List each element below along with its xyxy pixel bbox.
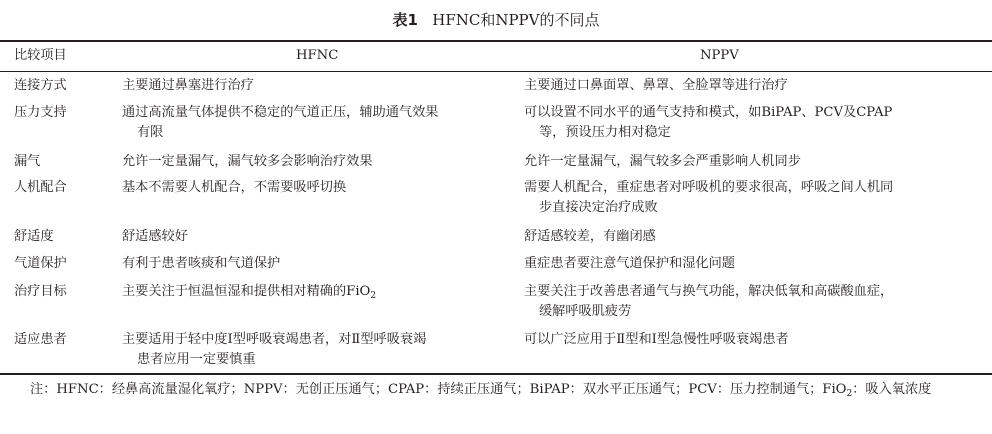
- row-hfnc: 主要关注于恒温恒湿和提供相对精确的FiO: [122, 284, 371, 299]
- footnote-text: 注：HFNC：经鼻高流量湿化氧疗；NPPV：无创正压通气；CPAP：持续正压通气；BiPAP：双水平正压通气；PCV：压力控制通气；FiO: [30, 382, 847, 397]
- top-rule: [0, 40, 992, 42]
- table-title: [0, 10, 992, 30]
- row-nppv: 需要人机配合，重症患者对呼吸机的要求很高，呼吸之间人机同: [524, 180, 894, 195]
- row-item: 连接方式: [14, 78, 67, 93]
- row-hfnc-cont: 患者应用一定要慎重: [137, 352, 256, 367]
- row-nppv-cont: 等，预设压力相对稳定: [539, 125, 671, 140]
- footnote-text-end: ：吸入氧浓度: [852, 382, 932, 397]
- row-hfnc: 通过高流量气体提供不稳定的气道正压，辅助通气效果: [122, 105, 439, 120]
- row-hfnc: 舒适感较好: [122, 229, 188, 244]
- row-item: 压力支持: [14, 105, 67, 120]
- row-nppv: 主要通过口鼻面罩、鼻罩、全脸罩等进行治疗: [524, 78, 788, 93]
- row-item: 适应患者: [14, 332, 67, 347]
- row-nppv: 重症患者要注意气道保护和湿化问题: [524, 256, 735, 271]
- row-hfnc-cont: 有限: [137, 125, 164, 140]
- table-caption: HFNC和NPPV的不同点: [432, 11, 600, 29]
- row-hfnc: 允许一定量漏气，漏气较多会影响治疗效果: [122, 154, 373, 169]
- row-item: 人机配合: [14, 180, 67, 195]
- row-hfnc: 有利于患者咳痰和气道保护: [122, 256, 281, 271]
- row-item: 治疗目标: [14, 284, 67, 299]
- footnote-subscript: 2: [846, 389, 853, 399]
- row-nppv: 允许一定量漏气，漏气较多会严重影响人机同步: [524, 154, 801, 169]
- row-hfnc: 基本不需要人机配合，不需要吸呼切换: [122, 180, 347, 195]
- header-hfnc: HFNC: [296, 48, 339, 63]
- table-footnote: [14, 378, 982, 406]
- row-item: 气道保护: [14, 256, 67, 271]
- row-item: 漏气: [14, 154, 41, 169]
- row-nppv: 舒适感较差，有幽闭感: [524, 229, 656, 244]
- header-item: 比较项目: [14, 48, 67, 63]
- row-hfnc: 主要适用于轻中度Ⅰ型呼吸衰竭患者，对Ⅱ型呼吸衰竭: [122, 332, 427, 347]
- header-rule: [0, 71, 992, 72]
- row-item: 舒适度: [14, 229, 54, 244]
- table-number: 表1: [392, 11, 418, 29]
- row-nppv-cont: 步直接决定治疗成败: [539, 200, 658, 215]
- bottom-rule: [0, 373, 992, 375]
- row-nppv: 可以广泛应用于Ⅱ型和Ⅰ型急慢性呼吸衰竭患者: [524, 332, 789, 347]
- row-nppv-cont: 缓解呼吸肌疲劳: [539, 304, 632, 319]
- header-nppv: NPPV: [700, 48, 739, 63]
- fio2-subscript: 2: [370, 291, 377, 301]
- row-nppv: 可以设置不同水平的通气支持和模式，如BiPAP、PCV及CPAP: [524, 105, 893, 120]
- row-nppv: 主要关注于改善患者通气与换气功能，解决低氧和高碳酸血症，: [524, 284, 894, 299]
- row-hfnc-line: [122, 281, 376, 307]
- row-hfnc: 主要通过鼻塞进行治疗: [122, 78, 254, 93]
